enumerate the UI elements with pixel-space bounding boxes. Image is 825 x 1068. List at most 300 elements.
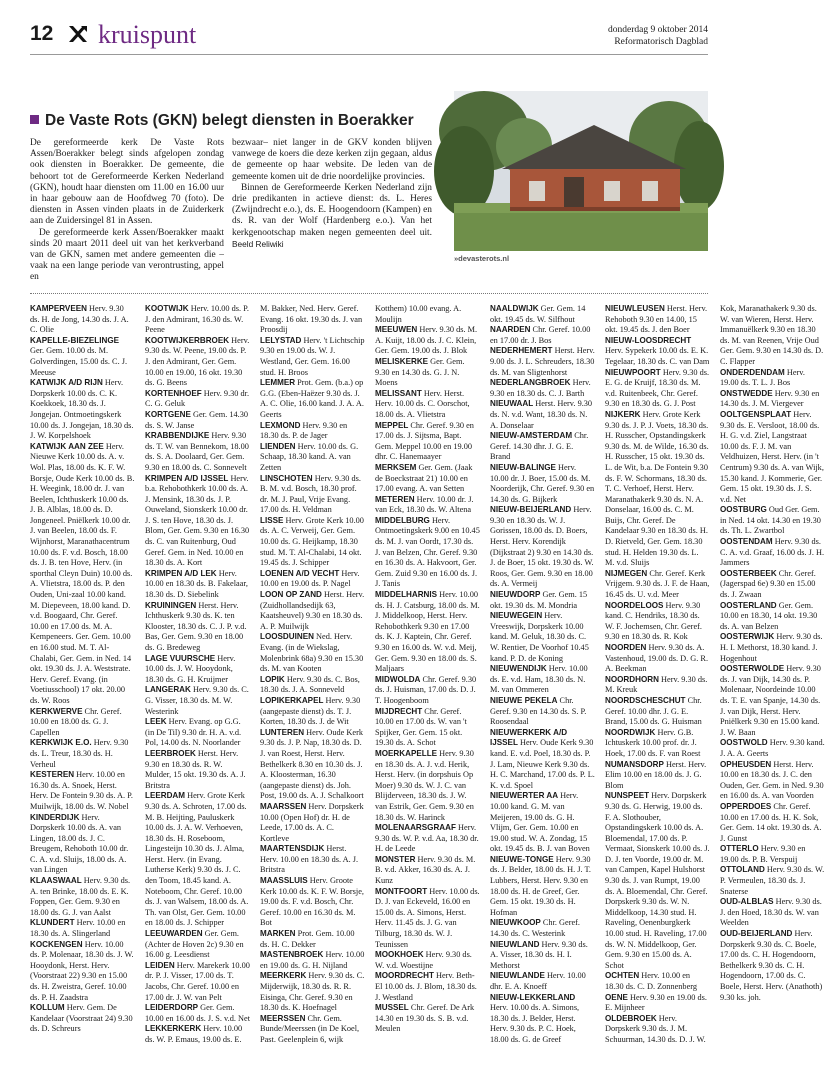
church-photo [454, 91, 708, 251]
listing-services: Herv. Vreeswijk, Dorpskerk 10.00 kand. M. Geluk, 18.30 ds. C. W. Rentier, De Voorhof 10.45 kand. P. D. de Koning [490, 611, 589, 663]
listing-entry [145, 961, 250, 1003]
listing-place: LEIDEN [145, 960, 175, 970]
listing-services: Ger. Gem. 10.00 en 18.30, 14 okt. 19.30 ds. A. van Belzen [720, 600, 818, 631]
listing-place: LEEK [145, 717, 167, 727]
listing-entry [375, 971, 480, 1003]
listing-place: MIDWOLDA [375, 674, 421, 684]
listing-services: Ger. Gem. 10.00 ds. M. Golverdingen, 15.00 ds. C. J. Meeuse [30, 346, 128, 377]
listing-place: MAARSSEN [260, 801, 307, 811]
listing-services: Herv. 10.00 ds. E. v.d. Ham, 18.30 ds. N. M. van Ommeren [490, 664, 588, 695]
listing-entry [720, 368, 825, 389]
listing-place: KINDERDIJK [30, 812, 80, 822]
listing-services: Herst. Herv. Rehoboth 9.30 en 14.00, 15 okt. 19.45 ds. J. den Boer [605, 304, 708, 335]
listing-services: Herv. 10.00 kand. G. M. van Meijeren, 19.00 ds. G. H. Vlijm, Ger. Gem. 10.00 en 19.00 stud. W. A. Zondag, 15 okt. 19.45 ds. B. J. van Boven [490, 791, 590, 854]
listing-entry [375, 855, 480, 887]
listing-entry [605, 791, 710, 971]
listing-place: OOLTGENSPLAAT [720, 409, 792, 419]
listing-services: Herv. Dorpskerk 9.30 ds. G. Herwig, 19.00 ds. F. A. Slothouber, Opstandingskerk 10.00 ds. A. Bloemendal, 17.00 ds. P. Vermaat, Sionskerk 10.00 ds. J. D. J. ten Voorde, 19.00 dr. M. van Campen, Kapel Hulshorst 9.30 ds. J. van Rumpt, 19.00 ds. A. Bloemendal, Chr. Geref. Dorpskerk 9.30 ds. W. N. Middelkoop, 14.30 stud. H. Raveling, Oenenburgkerk 10.00 stud. H. Raveling, 17.00 ds. W. N. Middelkoop, Ger. Gem. 9.30 en 15.00 ds. A. Schot [605, 791, 710, 970]
listing-place: METEREN [375, 494, 415, 504]
listing-services: Herst. Herv. 9.30 en 18.30 ds. R. W. Mulder, 15 okt. 19.30 ds. A. J. Britstra [145, 748, 246, 790]
listing-place: KATWIJK A/D RIJN [30, 378, 103, 388]
listing-place: OLDEBROEK [605, 1013, 657, 1023]
listing-entry [145, 410, 250, 431]
listing-entry [490, 325, 595, 346]
listing-services: Herv. 10.00 ds. P. J. den Admirant, 16.30 ds. W. Peene [145, 304, 249, 335]
listing-services: Herv. 9.30 ds. H. I. Methorst, 18.30 kand. J. Hogenhout [720, 632, 823, 663]
listing-place: NIEUWAAL [490, 399, 534, 409]
listing-services: Ger. Gem. (Achter de Hoven 2c) 9.30 en 16.00 g. Leesdienst [145, 929, 244, 960]
listing-services: Herv. b.a. Rehobothkerk 10.00 ds. A. J. Mensink, 18.30 ds. J. P. Ouweland, Sionskerk 10.00 dr. J. S. ten Hove, 18.30 ds. J. Blom, Ger. Gem. 9.30 en 16.30 ds. C. van Ruitenburg, Oud Geref. Gem. in Ned. 10.00 en 18.30 ds. A. Kort [145, 473, 250, 568]
listing-services: Ger. Gem. 15 okt. 19.30 ds. M. Mondria [490, 590, 588, 610]
listing-services: Herst. Herv. (Zuidhollandsedijk 63, Kaatsheuvel) 9.30 en 18.30 ds. A. P. Muilwijk [260, 590, 365, 631]
listing-place: LAGE VUURSCHE [145, 653, 216, 663]
publication-name: Reformatorisch Dagblad [614, 37, 708, 47]
listing-services: Herv. 9.30 ds. E. G. de Kruijf, 18.30 ds. M. v.d. Ruitenbeek, Chr. Geref. 9.30 en 18.30 ds. G. J. Post [605, 367, 710, 409]
listing-place: NEDERLANGBROEK [490, 378, 571, 388]
listing-services: Chr. Geref. 9.30 ds. J. Huisman, 17.00 ds. D. J. T. Hoogenboom [375, 674, 477, 705]
listing-place: KRABBENDIJKE [145, 431, 210, 441]
listing-entry [260, 929, 365, 950]
listing-entry [260, 474, 365, 516]
listing-place: KERKWERVE [30, 706, 83, 716]
listing-entry [490, 346, 595, 378]
listing-entry [375, 887, 480, 951]
listing-place: MOERKAPELLE [375, 748, 438, 758]
listing-place: NIEUWDORP [490, 590, 541, 600]
listing-services: Prot. Gem. 10.00 ds. H. C. Dekker [260, 929, 355, 949]
listing-services: Herv. 10.00 ds. W. P. Emaus, 19.00 ds. E. M. Bakker, Ned. Herv. Geref. Evang. 16 okt. 19.30 ds. J. van Proosdij [145, 304, 363, 1044]
listing-place: MUSSEL [375, 1003, 409, 1013]
listing-services: Herv. 9.30 ds. W. P. v.d. Aa, 18.30 dr. H. de Leede [375, 823, 479, 854]
listing-place: OOSTBURG [720, 505, 767, 515]
listing-place: KRIMPEN A/D IJSSEL [145, 473, 229, 483]
listing-place: NOORDSCHESCHUT [605, 695, 686, 705]
listing-services: Herv. 10.00 dr. J. Boer, 15.00 ds. M. Noorderijk, Chr. Geref. 9.30 en 14.30 ds. G. Bijkerk [490, 462, 595, 504]
listing-services: Herv. 9.30 (aangepaste dienst) ds. T. J. Korten, 18.30 ds. J. de Wit [260, 695, 361, 727]
listing-services: Herv. 9.30 en 14.30 ds. J. M. Viergever [720, 388, 820, 409]
listing-place: ONSTWEDDE [720, 388, 773, 398]
listing-entry [490, 611, 595, 664]
listing-entry [605, 643, 710, 675]
listing-services: Herv. 9.30 ds. W. P. Vermeulen, 18.30 ds. J. Snaterse [720, 865, 825, 896]
listing-place: MEERKERK [260, 971, 307, 981]
listing-entry [30, 918, 135, 939]
listing-entry [720, 865, 825, 897]
listing-place: MEEUWEN [375, 325, 418, 335]
listing-place: LEERDAM [145, 791, 186, 801]
listing-entry [145, 791, 250, 929]
listing-place: MELISKERKE [375, 356, 429, 366]
listing-place: MOOKHOEK [375, 950, 424, 960]
listing-entry [720, 802, 825, 844]
listing-services: Chr. Geref. 14.30 dhr. J. G. E. Brand [490, 431, 589, 462]
listing-entry [490, 791, 595, 855]
listing-services: Herv. 10.00 en 18.30 ds. A. Slingerland [30, 918, 126, 939]
headline-text: De Vaste Rots (GKN) belegt diensten in Boerakker [45, 112, 414, 129]
photo-caption: Beeld Reliwiki [232, 238, 284, 249]
listing-entry [260, 632, 365, 674]
listing-entry [30, 442, 135, 707]
listing-place: LEMMER [260, 378, 296, 388]
listing-entry [30, 940, 135, 1004]
listing-place: OUD-BEIJERLAND [720, 929, 793, 939]
listing-place: NIEUWENDIJK [490, 664, 547, 674]
listing-services: Herv. 9.30 en 19.00 ds. E. Mijnheer [605, 992, 707, 1013]
listing-place: KORTENHOEF [145, 388, 202, 398]
listing-place: LIENDEN [260, 441, 296, 451]
listing-services: Herv. Dorpskerk 9.30 ds. C. Boele, 17.00 ds. C. H. Hogendoorn, Bethelkerk 9.30 ds. C. H. Hogendoorn, 17.00 ds. C. Boele, Herst. Herv. (Anathoth) 9.30 ks. joh. [720, 929, 823, 1002]
listing-entry [490, 505, 595, 590]
listing-services: Chr. Geref. Kerk Vrijgem. 9.30 ds. J. F. de Haan, 16.45 ds. U. v.d. Meer [605, 568, 710, 600]
listing-services: Herv. 9.30 en 19.00 ds. P. B. Verspuij [720, 844, 806, 864]
listing-entry [260, 971, 365, 1013]
listing-entry [260, 876, 365, 929]
listing-entry [720, 505, 825, 537]
listing-services: Herst. Herv. Elim 10.00 en 18.00 ds. J. G. Blom [605, 759, 707, 790]
listing-place: NAALDWIJK [490, 304, 539, 313]
listing-entry [30, 707, 135, 739]
listing-place: OOSTWOLD [720, 738, 768, 748]
listing-services: Herv. 9.30 ds. J. den Hoed, 18.30 ds. W. van Weelden [720, 897, 822, 928]
listing-services: Chr. Geref. 9.30 en 14.30 ds. S. P. Roosendaal [490, 695, 587, 727]
listing-place: NIEUWLANDE [490, 971, 545, 981]
website-link[interactable]: » devasterots.nl [454, 254, 509, 263]
church-photo-drawing [454, 91, 708, 251]
listing-entry [605, 675, 710, 696]
listing-place: NIEUW-BEIJERLAND [490, 505, 572, 515]
listing-entry [720, 760, 825, 802]
listing-entry [260, 590, 365, 632]
listing-entry [720, 601, 825, 633]
listing-place: NIJKERK [605, 409, 641, 419]
listing-entry [30, 813, 135, 877]
listing-services: Ger. Gem. 10.00 en 16.00 ds. J. S. v.d. Net [145, 1003, 251, 1023]
listing-entry [720, 738, 825, 759]
listing-entry [30, 738, 135, 770]
listing-services: Herst. Herv. 9.00 ds. J. L. Schreuders, 18.30 ds. M. van Sligtenhorst [490, 346, 595, 377]
listing-place: OOSTERWIJK [720, 632, 775, 642]
listing-services: Herv. 19.00 ds. T. L. J. Bos [720, 367, 805, 388]
listing-place: MARKEN [260, 929, 296, 939]
header-date [608, 24, 708, 48]
listing-place: ONDERDENDAM [720, 367, 785, 377]
listing-services: Herv. Grote Kerk 9.30 ds. A. Schroten, 17.00 ds. M. B. Heijting, Pauluskerk 10.00 ds. J. A. W. Verhoeven, 18.30 ds. H. Roseboom, Lingesteijn 10.30 ds. J. Alma, Herst. Herv. (in Evang. Lutherse Kerk) 9.30 ds. J. C. den Toom, 18.45 kand. A. Noteboom, Chr. Geref. 10.00 ds. J. van Walsem, 18.00 ds. A. Th. van Olst, Ger. Gem. 10.00 en 18.00 ds. J. Schipper [145, 791, 249, 928]
listing-place: OPHEUSDEN [720, 759, 772, 769]
listing-place: NIEUWE-TONGE [490, 854, 554, 864]
listing-services: Herv. Marekerk 10.00 dr. P. J. Visser, 17.00 ds. T. Jacobs, Chr. Geref. 10.00 en 17.00 dr. J. W. van Pelt [145, 960, 250, 1002]
listing-services: Herst. Herv. 10.00 en 18.30 ds. J. C. den Ouden, Ger. Gem. in Ned. 9.30 en 16.00 ds. A. van Voorden [720, 759, 824, 801]
listing-services: Herv. 10.00 en 16.30 ds. A. Snoek, Herst. Herv. De Fontein 9.30 ds. A. P. Muilwijk, 18.00 ds. W. Nobel [30, 770, 133, 811]
listing-services: Herv. 9.30 ds. C. Mijderwijk, 18.30 ds. R. R. Eisinga, Chr. Geref. 9.30 en 18.30 ds. K. Hoefnagel [260, 971, 365, 1013]
listing-entry [720, 929, 825, 1003]
listing-services: Chr. Geref. 10.00 en 17.00 ds. W. van 't Spijker, Ger. Gem. 15 okt. 19.30 ds. A. Schot [375, 706, 467, 748]
listing-place: MAARTENSDIJK [260, 844, 325, 854]
listing-entry [605, 304, 710, 336]
header-rule [30, 54, 708, 55]
listing-services: Chr. Geref. De Ark 14.30 en 19.30 ds. S. B. v.d. Meulen [375, 1003, 475, 1034]
listing-entry [605, 336, 710, 368]
section-divider [30, 293, 708, 294]
listing-entry [145, 304, 250, 336]
listing-services: Herv. Oude Kerk 9.30 kand. E. v.d. Poel, 18.30 ds. P. J. Lam, Nieuwe Kerk 9.30 ds. H. C. Marchand, 17.00 ds. P. L. K. v.d. Spoel [490, 738, 595, 790]
listing-entry [490, 728, 595, 792]
listing-entry [490, 664, 595, 696]
listing-place: MERKSEM [375, 462, 417, 472]
listing-place: NIEUWLEUSEN [605, 304, 665, 313]
listing-services: Herv. Gem. De Kandelaar (Voorstraat 24) 9.30 ds. D. Schreurs [30, 1003, 133, 1034]
listing-place: NUMANSDORP [605, 759, 664, 769]
listing-entry [490, 431, 595, 463]
listing-place: LEERBROEK [145, 748, 196, 758]
listing-entry [260, 844, 365, 876]
listing-entry [375, 357, 480, 389]
listing-place: KOOTWIJK [145, 304, 189, 313]
article-paragraph: bezwaar– niet langer in de GKV konden blijven vanwege de koers die deze kerken zijn gegaan, aldus de gemeente op haar website. De leden van de gemeente komen uit de drie noordelijke provincies. [232, 138, 432, 182]
listing-entry [145, 474, 250, 569]
listing-place: NIEUWERTER AA [490, 791, 559, 801]
listing-entry [145, 389, 250, 410]
listing-services: Herv. 10.00 ds. D. J. van Eckeveld, 16.00 en 15.00 ds. A. Simons, Herst. Herv. 11.45 ds. J. G. van Tilburg, 18.30 ds. W. J. Teunissen [375, 886, 480, 949]
listing-place: LELYSTAD [260, 335, 302, 345]
listing-services: Ger. Gem. 14 okt. 19.45 ds. W. Silfhout [490, 304, 586, 324]
listing-services: Herv. 10.00 dr. J. van Eck, 18.30 ds. W. Altena [375, 494, 474, 515]
article-column-2 [232, 138, 432, 251]
listing-entry [145, 929, 250, 961]
listing-services: Herv. 10.00 en 19.00 ds. G. H. Nijland [260, 950, 365, 970]
listing-services: Prot. Gem. (b.a.) op G.G. (Eben-Haëzer 9.30 ds. J. A. C. Olie, 16.00 kand. J. A. A. Geerts [260, 378, 364, 419]
listing-services: Chr. Geref. 10.00 en 17.00 ds. H. K. Sok, Ger. Gem. 14 okt. 19.30 ds. A. J. Gunst [720, 801, 822, 843]
listing-place: OOSTERWOLDE [720, 664, 785, 674]
listing-entry [605, 601, 710, 643]
listing-services: Herst. Herv. 9.30 ds. N. v.d. Want, 18.30 ds. N. A. Donselaar [490, 399, 593, 430]
listing-place: OOSTERBEEK [720, 568, 777, 578]
listing-place: LOENEN A/D VECHT [260, 568, 340, 578]
listing-entry [375, 463, 480, 495]
listing-entry [605, 760, 710, 792]
listing-services: Herv. 9.30 ds. J. van Dijk, 14.30 ds. P. Molenaar, Noordeinde 10.00 ds. T. E. van Spanje, 14.30 ds. J. van Dijk, Herst. Herv. Pniëlkerk 9.30 en 15.00 kand. J. W. Baan [720, 664, 821, 737]
article-paragraph: De gereformeerde kerk De Vaste Rots Assen/Boerakker belegt sinds afgelopen zondag ook diensten in Boerakker. De gemeente, die behoort tot de Gereformeerde Kerken Nederland (GKN), houdt haar diensten om 11.00 en 16.00 uur in haar gebouw aan de Hoofdweg 70 (foto). De diensten in Assen vinden plaats in de Zuiderkerk aan de Zuidersingel 81 in Assen. [30, 138, 224, 227]
listing-services: Herv. Grote Kerk 9.30 ds. J. P. J. Voets, 18.30 ds. H. Russcher, Opstandingskerk 9.30 ds. M. de Wilde, 16.30 ds. H. Russcher, 15 okt. 19.30 ds. L. de Wit, b.a. De Fontein 9.30 ds. F. W. Schormans, 18.30 ds. T. C. Verhoef, Herst. Herv. Maranathakerk 9.30 ds. N. A. Donselaar, 16.00 ds. C. M. Buijs, Chr. Geref. De Kandelaar 9.30 en 18.30 ds. H. D. Rietveld, Ger. Gem. 18.30 stud. H. Helden 19.30 ds. L. M. v.d. Sluijs [605, 409, 709, 568]
listing-place: LEKKERKERK [145, 1024, 202, 1034]
listing-entry [145, 336, 250, 389]
listing-place: MIJDRECHT [375, 706, 423, 716]
listing-services: Herv. Groote Kerk 10.00 ds. K. F. W. Borsje, 19.00 ds. F. v.d. Bosch, Chr. Geref. 10.00 en 16.30 ds. M. Bot [260, 876, 364, 928]
listing-place: LOPIK [260, 674, 285, 684]
listing-entry [375, 495, 480, 516]
listing-entry [30, 336, 135, 378]
listing-services: Herv. 9.30 ds. C. A. v.d. Graaf, 16.00 ds. J. H. Jammers [720, 537, 825, 568]
listing-services: Herv. 10.00 ds. H. J. Catsburg, 18.00 ds. M. J. Middelkoop, Herst. Herv. Rehobothkerk 9.30 en 17.00 ds. K. J. Kaptein, Chr. Geref. 9.30 en 16.00 ds. W. v.d. Meij, Ger. Gem. 9.30 en 18.00 ds. S. Maljaars [375, 590, 480, 674]
listing-services: Herv. Nieuwe Kerk 10.00 ds. A. v. Wol. Plas, 18.00 ds. K. F. W. Borsje, Oude Kerk 10.00 ds. B. H. Weegink, 18.00 dr. J. van Beelen, Ichthuskerk 10.00 ds. J. B. Alblas, 18.00 ds. D. Jongeneel. Pniëlkerk 10.00 dr. J. van Beelen, 18.00 ds. F. Wijnhorst, Maranathacentrum 10.00 ds. F. v.d. Bosch, 18.00 ds. J. B. ten Hove, Herv. (in sporthal Cleyn Duin) 10.00 ds. A. Vlietstra, 18.00 ds. P. den Ouden, Uni-zaal 10.00 kand. M. Diepeveen, 18.00 kand. D. v.d. Boogaard, Chr. Geref. 10.00 en 17.00 ds. M. A. Kempeneers. Ger. Gem. 10.00 en 16.00 stud. M. T. Al-Chalabi, Ger. Gem. in Ned. 14 okt. 19.30 ds. J. A. Weststrate. Herv. Geref. Evang. (in Voetiusschool) 17 okt. 20.00 ds. W. Roos [30, 441, 135, 705]
listing-services: Herst. Herv. Ichthuskerk 9.30 ds. K. ten Klooster, 18.30 ds. C. J. P. v.d. Bas, Ger. Gem. 9.30 en 18.00 ds. G. Bredeweg [145, 600, 247, 652]
listing-services: Herv. Dorpskerk 10.00 ds. A. van Lingen, 18.00 ds. J. C. Breugem, Rehoboth 10.00 dr. C. A. v.d. Sluijs, 18.00 ds. A. van Lingen [30, 812, 129, 875]
listing-services: Herv. G.B. Ichtuskerk 10.00 prof. dr. J. Hoek, 17.00 ds. F. van Roest [605, 727, 701, 758]
listing-services: Herv. 9.30 ds. C. Bos, 18.30 ds. J. A. Sonneveld [260, 674, 360, 695]
listing-services: Herv. Dorpskerk 10.00 (Open Hof) dr. H. de Leede, 17.00 ds. A. C. Kortleve [260, 801, 364, 843]
listing-place: MAASSLUIS [260, 876, 308, 886]
listing-services: Herv. Oude Kerk 9.30 ds. J. P. Nap, 18.30 ds. D. J. van Roest, Herst. Herv. Bethelkerk 8.30 en 10.30 ds. J. A. Kloosterman, 16.30 (aangepaste dienst) ds. Joh. Post, 19.00 ds. A. J. Schalkoort [260, 727, 364, 801]
listing-place: KOLLUM [30, 1003, 65, 1013]
listing-services: Herv. Sypekerk 10.00 ds. E. K. Tegelaar, 18.30 ds. C. van Dam [605, 346, 710, 366]
listing-services: Herv. 10.00 ds. P. Molenaar, 18.30 ds. J. W. Hooydonk, Herst. Herv. (Voorstraat 22) 9.30 en 15.00 ds. H. Zweistra, Geref. 10.00 ds. P. H. Zaadstra [30, 939, 134, 1002]
listing-place: KESTEREN [30, 770, 75, 780]
listing-entry [490, 855, 595, 919]
listing-place: OUD-ALBLAS [720, 897, 774, 907]
listing-entry [375, 590, 480, 675]
listing-services: Chr. Geref. 10.00 en 17.00 dr. J. Bos [490, 325, 591, 345]
listing-place: KORTGENE [145, 409, 191, 419]
article-paragraph: De gereformeerde kerk Assen/Boerakker maakt sinds 20 maart 2011 deel uit van het kerkverband van de GKN, samen met andere gemeenten die –vaak na een lange periode van verontrusting, appel en [30, 227, 224, 283]
listing-place: MOLENAARSGRAAF [375, 823, 456, 833]
listing-entry [260, 728, 365, 802]
listing-entry [720, 664, 825, 738]
listing-services: Herv. 10.00 ds. J. W. Hooydonk, 18.30 ds. G. H. Kruijmer [145, 653, 236, 684]
listing-services: Herv. 9.30 en 18.30 ds. A. J. v.d. Herik, Herst. Herv. (in dorpshuis Op Moer) 9.30 ds. W. J. C. van Blijderveen, 18.30 ds. J. W. van Estrik, Ger. Gem. 9.30 en 18.30 ds. W. Harinck [375, 748, 474, 822]
listing-entry [260, 336, 365, 378]
listing-place: NIEUWPOORT [605, 367, 661, 377]
listing-services: Herv. 9.30 ds. M. A. Kuijt, 18.00 ds. J. C. Klein, Ger. Gem. 19.00 ds. J. Blok [375, 325, 478, 356]
listing-entry [490, 304, 595, 325]
listing-entry [260, 516, 365, 569]
listing-entry [375, 749, 480, 823]
church-services-listings [30, 304, 825, 1056]
cross-arrow-icon [66, 22, 90, 46]
listing-place: OTTERLO [720, 844, 759, 854]
listing-place: MIDDELBURG [375, 515, 430, 525]
date-text: donderdag 9 oktober 2014 [608, 25, 708, 35]
listing-services: Herv. Herst. Herv. 10.00 ds. C. Oorschot, 18.00 ds. A. Vlietstra [375, 388, 470, 419]
listing-place: OCHTEN [605, 971, 640, 981]
listing-place: OPPERDOES [720, 801, 772, 811]
listing-place: KOOTWIJKERBROEK [145, 335, 230, 345]
listing-services: Herv. 9.30 en 18.30 ds. C. J. Barth [490, 378, 591, 398]
listing-services: Chr. Geref. 9.30 en 17.00 ds. J. Sijtsma, Bapt. Gem. Meppel 10.00 en 19.00 dhr. C. Hanemaayer [375, 420, 474, 462]
listing-services: Ger. Gem. 14.30 ds. S. W. Janse [145, 409, 249, 430]
listing-entry [30, 304, 135, 336]
listing-entry [490, 590, 595, 611]
listing-place: LEXMOND [260, 420, 301, 430]
listing-entry [490, 940, 595, 972]
listing-place: NEDERHEMERT [490, 346, 553, 356]
listing-entry [145, 749, 250, 791]
listing-place: NAARDEN [490, 325, 531, 335]
listing-entry [605, 993, 710, 1014]
listing-services: Herv. 9.30 ds. M. Kreuk [605, 674, 708, 695]
listing-place: LOON OP ZAND [260, 590, 322, 600]
listing-place: KRUININGEN [145, 600, 197, 610]
listing-services: Herv. 9.30 dr. C. G. Geluk [145, 388, 250, 409]
listing-services: Herv. 9.30 ds. H. de Jong, 14.30 ds. J. A. C. Olie [30, 304, 129, 335]
listing-services: Herv. 9.30 ds. B. M. v.d. Bosch, 18.30 prof. dr. M. J. Paul, Vrije Evang. 17.00 ds. H. Veldman [260, 473, 361, 515]
article-column-1 [30, 138, 224, 284]
listing-entry [605, 971, 710, 992]
listing-place: KOCKENGEN [30, 939, 83, 949]
listing-place: NIEUW-AMSTERDAM [490, 431, 573, 441]
listing-entry [260, 421, 365, 442]
listing-services: Herv. 't Lichtschip 9.30 en 19.00 ds. W. J. Westland, Ger. Gem. 16.00 stud. H. Broos [260, 335, 365, 377]
listing-entry [720, 632, 825, 664]
listing-entry [605, 410, 710, 569]
listing-services: Herv. 9.30 kand. J. A. A. Geerts [720, 738, 825, 758]
listing-entry [145, 685, 250, 717]
listing-services: Herv. 9.30 ds. W. v.d. Woestijne [375, 950, 472, 970]
listing-entry [605, 696, 710, 728]
listing-entry [260, 696, 365, 728]
listing-place: NIEUW-LOOSDRECHT [605, 335, 692, 345]
listing-services: Ger. Gem. (Jaak de Boeckstraat 21) 10.00 en 17.00 evang. A. van Setten [375, 462, 473, 494]
listing-place: MONTFOORT [375, 886, 428, 896]
headline-square-icon [30, 115, 39, 124]
listing-entry [145, 601, 250, 654]
listing-services: Herv. Dorpskerk 10.00 ds. C. K. Koekkoek, 18.30 ds. J. Jongejan. Ontmoetingskerk 10.00 ds. J. Jongejan, 18.30 ds. J. W. Korpelshoek [30, 378, 134, 441]
listing-entry [605, 728, 710, 760]
listing-place: NOORDELOOS [605, 600, 664, 610]
listing-services: Herv. Ontmoetingskerk 9.00 en 10.45 ds. M. J. van Oordt, 17.30 ds. J. van Belzen, Chr. Geref. 9.30 en 16.30 ds. A. Hakvoort, Ger. Gem. Zuid 9.30 en 16.00 ds. J. J. Tanis [375, 515, 480, 589]
listing-entry [490, 399, 595, 431]
listing-place: NIJMEGEN [605, 568, 648, 578]
listing-services: Herv. 9.30 ds. C. G. Visser, 18.30 ds. M. W. Westerink [145, 685, 249, 716]
listing-place: MEPPEL [375, 420, 409, 430]
listing-entry [720, 844, 825, 865]
listing-place: MELISSANT [375, 388, 422, 398]
listing-place: LEEUWARDEN [145, 929, 203, 939]
listing-place: NIEUW-BALINGE [490, 462, 556, 472]
listing-entry [720, 389, 825, 410]
listing-services: Chr. Geref. 10.00 dhr. J. G. E. Brand, 15.00 ds. G. Huisman [605, 695, 702, 727]
listing-services: Herv. 10.00 en 18.30 ds. B. Fakelaar, 18.30 ds. D. Siebelink [145, 568, 248, 600]
listing-entry [490, 378, 595, 399]
listing-entry [30, 770, 135, 812]
listing-services: Herv. 9.30 ds. A. Vastenhoud, 19.00 ds. D. G. R. A. Beekman [605, 643, 709, 674]
listing-place: MASTENBROEK [260, 950, 324, 960]
listing-place: LOPIKERKAPEL [260, 695, 324, 705]
listing-services: Ger. Gem. 9.30 en 14.30 ds. G. J. N. Moens [375, 356, 465, 388]
listing-entry [490, 993, 595, 1046]
listing-place: OENE [605, 992, 628, 1002]
listing-services: Herv. Grote Kerk 10.00 ds. A. C. Verweij, Ger. Gem. 10.00 ds. G. Heijkamp, 18.30 stud. M. T. Al-Chalabi, 14 okt. 19.45 ds. J. Schipper [260, 515, 364, 568]
listing-place: LUNTEREN [260, 727, 305, 737]
listing-services: Ned. Herv. Evang. (in de Wiekslag, Molenbrink 68a) 9.30 en 15.30 ds. M. van Kooten [260, 632, 364, 674]
listing-entry [30, 1003, 135, 1035]
listing-place: NIEUWEGEIN [490, 611, 543, 621]
listing-place: LANGERAK [145, 685, 191, 695]
listing-entry [260, 802, 365, 844]
listing-place: KERKWIJK E.O. [30, 738, 92, 748]
listing-entry [145, 569, 250, 601]
listing-services: Herv. 10.00 ds. G. Schaap, 18.30 kand. A. van Zetten [260, 441, 359, 472]
listing-entry [490, 696, 595, 728]
listing-place: NOORDWIJK [605, 727, 656, 737]
listing-services: Herv. 9.30 en 18.30 ds. P. de Jager [260, 420, 348, 441]
listing-entry [375, 675, 480, 707]
listing-services: Herv. 10.00 ds. A. Simons, 18.30 ds. J. Belder, Herst. Herv. 9.30 ds. P. C. Hoek, 18.00 ds. G. de Greef [490, 1003, 580, 1044]
listing-services: Oud Ger. Gem. in Ned. 14 okt. 14.30 en 19.30 ds. Th. L. Zwartbol [720, 505, 821, 536]
listing-entry [145, 654, 250, 686]
listing-services: Herst. Herv. 10.00 en 18.30 ds. A. J. Britstra [260, 844, 359, 875]
listing-services: Chr. Gem. Bunde/Meerssen (in De Koel, Past. Geelenplein 6, wijk Kotthem) 10.00 evang. A. Moulijn [260, 304, 462, 1044]
listing-entry [490, 971, 595, 992]
listing-entry [260, 442, 365, 474]
listing-place: OOSTERLAND [720, 600, 777, 610]
article-paragraph-text: Binnen de Gereformeerde Kerken Nederland zijn drie predikanten in actieve dienst: ds. L. Heres (Zwijndrecht e.o.), ds. E. Hoogendoorn (Kampen) en ds. R. van der Wolf (Hardenberg e.o.). Van het kerkgenootschap maken negen gemeenten deel uit. [232, 182, 432, 238]
listing-entry [375, 707, 480, 749]
listing-entry [30, 378, 135, 442]
listing-services: Chr. Geref. (Jagerspad 6e) 9.30 en 15.00 ds. J. Zwaan [720, 568, 816, 600]
listing-place: MIDDELHARNIS [375, 590, 438, 600]
listing-entry [145, 431, 250, 473]
listing-entry [720, 897, 825, 929]
listing-place: KLUNDERT [30, 918, 75, 928]
